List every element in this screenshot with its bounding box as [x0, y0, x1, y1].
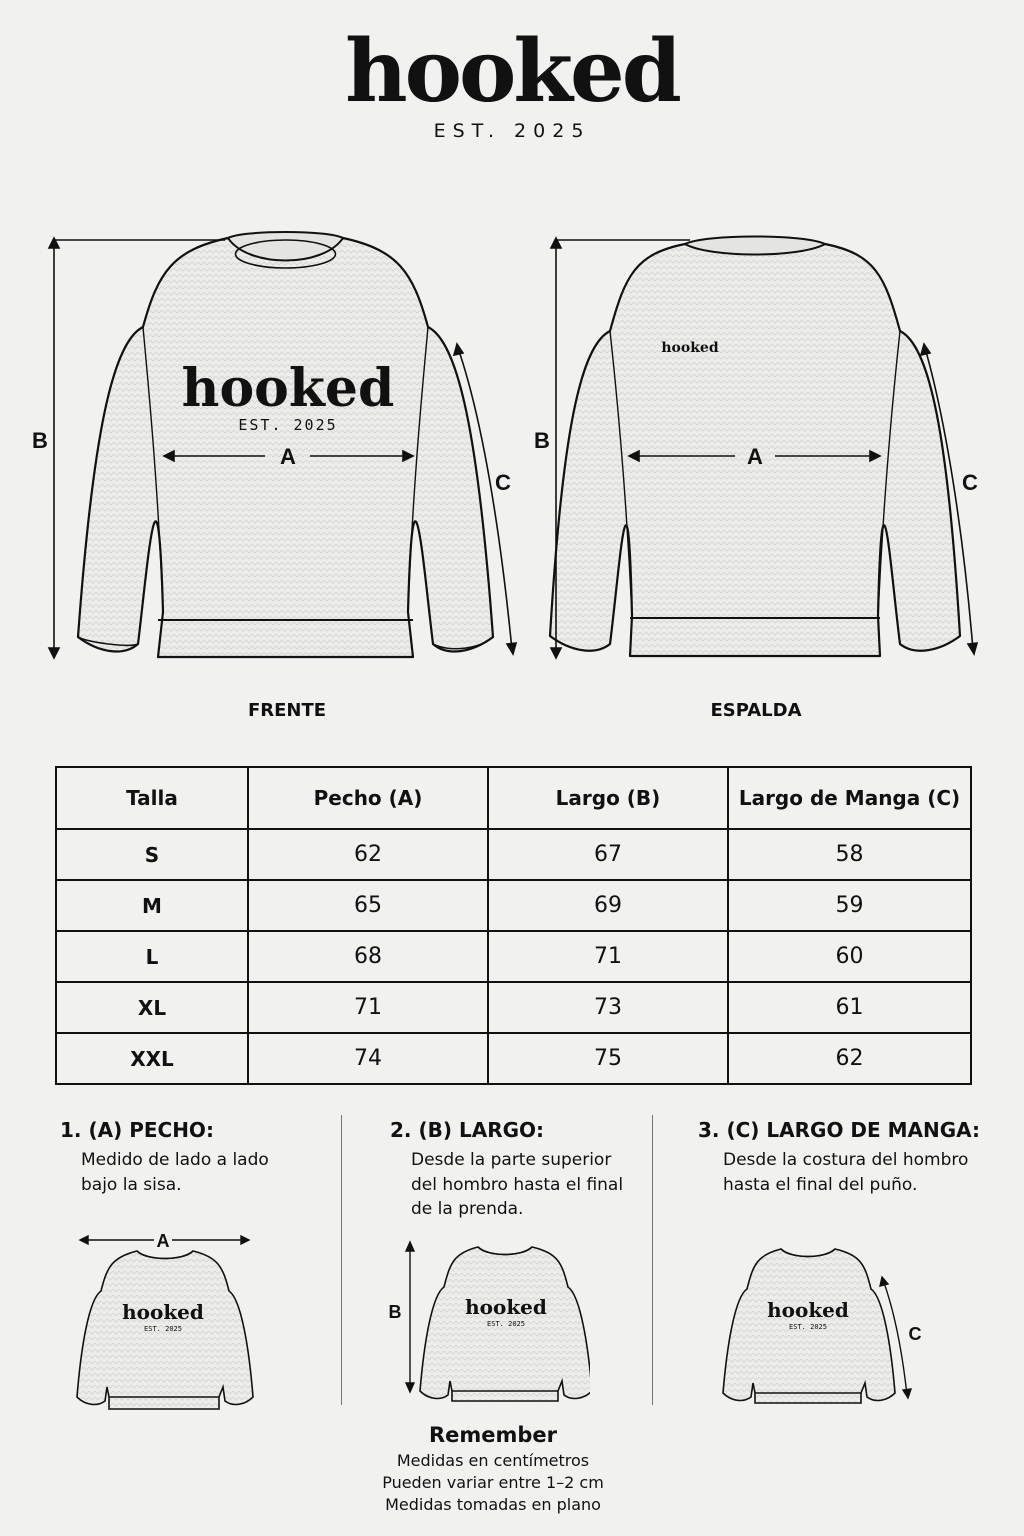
- guide-length-line: del hombro hasta el final: [411, 1174, 624, 1195]
- guide-length-line: de la prenda.: [411, 1199, 524, 1219]
- guide-length-title: 2. (B) LARGO:: [390, 1118, 545, 1142]
- table-cell-chest: 74: [248, 1033, 488, 1084]
- table-header-row: [56, 767, 971, 829]
- remember-line: Pueden variar entre 1–2 cm: [382, 1473, 604, 1492]
- table-row: [56, 880, 971, 931]
- table-row: [56, 1033, 971, 1084]
- table-cell-chest: 65: [248, 880, 488, 931]
- table-row: [56, 982, 971, 1033]
- table-cell-size: XXL: [56, 1033, 248, 1084]
- guide-sleeve-description: [723, 1148, 968, 1197]
- guide-chest-description: [81, 1148, 269, 1197]
- back-sweater-diagram: [525, 228, 1005, 688]
- table-cell-sleeve: 61: [728, 982, 971, 1033]
- guide-sleeve-line: hasta el final del puño.: [723, 1174, 918, 1195]
- table-cell-size: M: [56, 880, 248, 931]
- guide-length-print-brand: hooked: [465, 1295, 547, 1319]
- table-header-size: Talla: [56, 767, 248, 829]
- back-sleeve-marker: C: [962, 470, 978, 495]
- guide-length-print-est: EST. 2025: [487, 1320, 525, 1328]
- guide-length-sweater: [380, 1238, 590, 1408]
- guide-length-marker: B: [388, 1302, 402, 1322]
- table-row: [56, 931, 971, 982]
- table-header-length: Largo (B): [488, 767, 728, 829]
- front-chest-print-brand: hooked: [181, 358, 395, 419]
- guide-chest-marker: A: [156, 1231, 170, 1251]
- guide-length-description: [411, 1148, 623, 1222]
- table-cell-length: 73: [488, 982, 728, 1033]
- guide-chest-print-est: EST. 2025: [144, 1325, 182, 1333]
- remember-line: Medidas en centímetros: [396, 1451, 590, 1470]
- guide-sleeve-marker: C: [908, 1324, 922, 1344]
- table-row: [56, 829, 971, 880]
- table-cell-size: XL: [56, 982, 248, 1033]
- guide-chest-line: bajo la sisa.: [81, 1174, 182, 1195]
- remember-title: Remember: [428, 1423, 558, 1447]
- back-neck-print-brand: hooked: [661, 340, 719, 356]
- front-sweater-diagram: [20, 228, 530, 688]
- guide-chest-sweater: [72, 1225, 262, 1410]
- guide-sleeve-title: 3. (C) LARGO DE MANGA:: [698, 1118, 981, 1142]
- guide-chest-print-brand: hooked: [122, 1300, 204, 1324]
- guide-sleeve-print-brand: hooked: [767, 1298, 849, 1322]
- table-cell-sleeve: 62: [728, 1033, 971, 1084]
- guide-divider: [341, 1115, 342, 1405]
- front-view-label: FRENTE: [247, 700, 327, 721]
- table-cell-sleeve: 58: [728, 829, 971, 880]
- table-cell-chest: 62: [248, 829, 488, 880]
- guide-sleeve-print-est: EST. 2025: [789, 1323, 827, 1331]
- guide-divider: [652, 1115, 653, 1405]
- guide-length-arrow: [406, 1242, 414, 1392]
- table-cell-size: S: [56, 829, 248, 880]
- back-view-label: ESPALDA: [710, 700, 802, 721]
- front-chest-marker: A: [280, 444, 296, 469]
- table-cell-chest: 68: [248, 931, 488, 982]
- size-table: [55, 766, 972, 1085]
- front-length-marker: B: [32, 428, 48, 453]
- guide-chest-line: Medido de lado a lado: [81, 1150, 269, 1170]
- back-chest-marker: A: [747, 444, 763, 469]
- guide-sleeve-sweater: [718, 1240, 938, 1410]
- table-header-chest: Pecho (A): [248, 767, 488, 829]
- guide-length-line: Desde la parte superior: [411, 1150, 612, 1170]
- table-cell-size: L: [56, 931, 248, 982]
- table-cell-length: 69: [488, 880, 728, 931]
- table-cell-sleeve: 60: [728, 931, 971, 982]
- guide-sleeve-line: Desde la costura del hombro: [723, 1150, 969, 1170]
- table-cell-length: 75: [488, 1033, 728, 1084]
- table-cell-length: 67: [488, 829, 728, 880]
- front-sleeve-marker: C: [495, 470, 511, 495]
- table-cell-length: 71: [488, 931, 728, 982]
- table-cell-sleeve: 59: [728, 880, 971, 931]
- brand-logo: hooked: [345, 21, 679, 122]
- brand-established: EST. 2025: [433, 120, 591, 142]
- back-length-marker: B: [534, 428, 550, 453]
- guide-chest-title: 1. (A) PECHO:: [60, 1118, 214, 1142]
- table-cell-chest: 71: [248, 982, 488, 1033]
- remember-line: Medidas tomadas en plano: [385, 1495, 601, 1514]
- front-chest-print-est: EST. 2025: [238, 416, 338, 434]
- table-header-sleeve: Largo de Manga (C): [728, 767, 971, 829]
